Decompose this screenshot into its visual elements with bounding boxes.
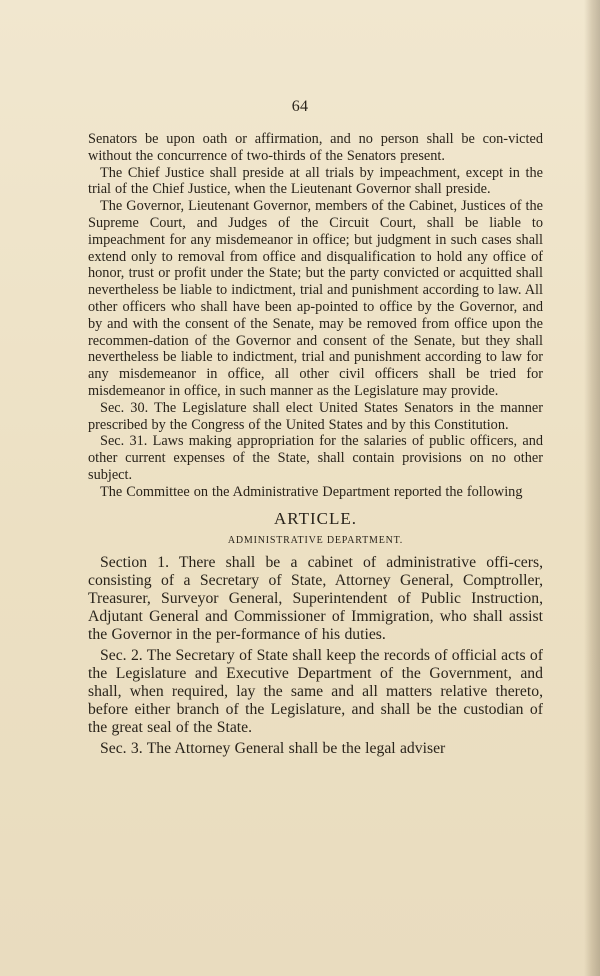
- page-number: 64: [291, 98, 309, 115]
- page-edge-shadow: [584, 0, 600, 976]
- article-section: Section 1. There shall be a cabinet of administrative offi-cers, consisting of a Secretary of State, Attorney General, Comptroller, Treasurer, Surveyor General, Superintendent of Public Instruction, Adjutant General and Commissioner of Immigration, who shall assist the Governor in the per-formance of his duties.: [88, 553, 543, 644]
- article-section: Sec. 3. The Attorney General shall be the legal adviser: [100, 739, 446, 757]
- article-section: Sec. 2. The Secretary of State shall keep the records of official acts of the Legislature and Executive Department of the Government, and shall, when required, lay the same and all matters relative thereto, before either branch of the Legislature, and shall be the custodian of the great seal of the State.: [88, 646, 543, 737]
- article-heading: ARTICLE.: [274, 508, 357, 528]
- paragraph: Sec. 31. Laws making appropriation for the salaries of public officers, and other current expenses of the State, shall contain provisions on no other subject.: [88, 433, 543, 483]
- paragraph: The Chief Justice shall preside at all trials by impeachment, except in the trial of the Chief Justice, when the Lieutenant Governor shall preside.: [88, 164, 543, 198]
- paragraph: Senators be upon oath or affirmation, and no person shall be con-victed without the concurrence of two-thirds of the Senators present.: [88, 131, 543, 164]
- paragraph: The Committee on the Administrative Department reported the following: [100, 483, 523, 500]
- article-subheading: ADMINISTRATIVE DEPARTMENT.: [227, 534, 404, 546]
- paragraph: The Governor, Lieutenant Governor, members of the Cabinet, Justices of the Supreme Court, and Judges of the Circuit Court, shall be liable to impeachment for any misdemeanor in office; but judgment in such cases shall extend only to removal from office and disqualification to hold any office of honor, trust or profit under the State; but the party convicted or acquitted shall nevertheless be liable to indictment, trial and punishment according to law. All other officers who shall have been ap-pointed to office by the Governor, and by and with the consent of the Senate, may be removed from office upon the recommen-dation of the Governor and consent of the Senate, but they shall nevertheless be liable to indictment, trial and punishment according to law for any misdemeanor in office, all other civil officers shall be tried for misdemeanor in office, in such manner as the Legislature may provide.: [88, 198, 543, 399]
- document-text-block: [88, 131, 543, 758]
- paragraph: Sec. 30. The Legislature shall elect United States Senators in the manner prescribed by the Congress of the United States and by this Constitution.: [88, 399, 543, 433]
